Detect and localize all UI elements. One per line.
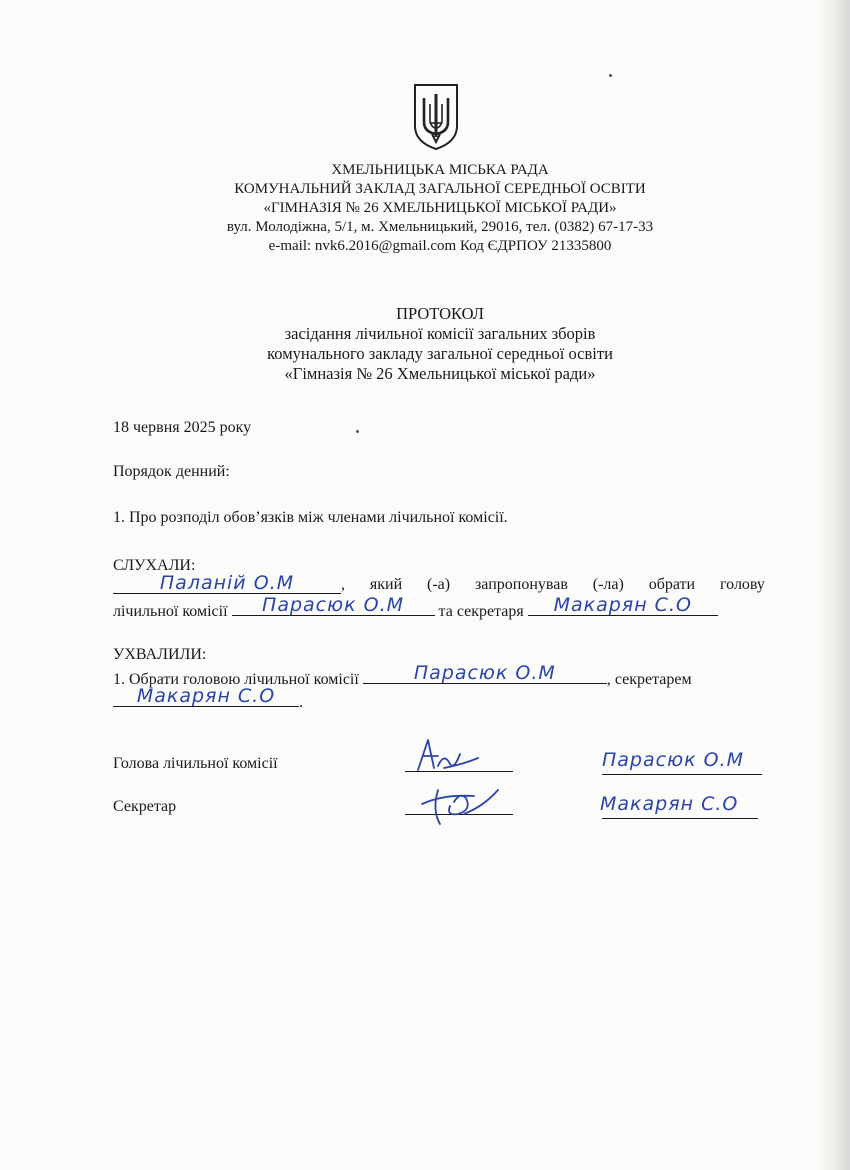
title-line-2: засідання лічильної комісії загальних зборів (284, 324, 596, 343)
speaker-field (113, 572, 341, 594)
secretary-signature-icon (414, 780, 504, 830)
word: запропонував (474, 576, 568, 593)
label-text: , секретарем (606, 671, 692, 688)
scan-edge-shadow (816, 0, 850, 1170)
institution-name: КОМУНАЛЬНИЙ ЗАКЛАД ЗАГАЛЬНОЇ СЕРЕДНЬОЇ ОСВІТИ (234, 181, 646, 197)
word: (-ла) (592, 576, 624, 593)
elected-secretary-handwritten: Макарян С.О (136, 685, 276, 707)
agenda-item-1: 1. Про розподіл обов’язків між членами лічильної комісії. (113, 509, 508, 526)
document-title: ПРОТОКОЛ (396, 304, 484, 323)
title-line-4: «Гімназія № 26 Хмельницької міської ради» (284, 364, 596, 383)
proposed-secretary-handwritten: Макарян С.О (553, 594, 692, 616)
word: який (369, 576, 403, 593)
trident-coat-of-arms-icon (412, 82, 460, 152)
label-text: лічильної комісії (113, 603, 228, 620)
label-text: 1. Обрати головою лічильної комісії (113, 671, 359, 688)
elected-chair-handwritten: Парасюк О.М (413, 662, 556, 684)
comma: , (341, 576, 345, 593)
meeting-date: 18 червня 2025 року (113, 419, 252, 436)
word: (-а) (427, 576, 451, 593)
heard-heading: СЛУХАЛИ: (113, 557, 196, 574)
resolved-line-2 (113, 685, 303, 713)
chair-name-handwritten: Парасюк О.М (602, 749, 744, 771)
resolved-heading: УХВАЛИЛИ: (113, 646, 207, 663)
agenda-heading: Порядок денний: (113, 463, 230, 480)
heard-line-2 (113, 594, 718, 622)
word: голову (719, 576, 765, 593)
proposed-secretary-field (528, 594, 718, 616)
school-contacts: e-mail: nvk6.2016@gmail.com Код ЄДРПОУ 21335800 (268, 238, 612, 254)
label-text: та секретаря (438, 603, 524, 620)
secretary-signature-label: Секретар (113, 798, 177, 815)
secretary-name-handwritten: Макарян С.О (600, 793, 739, 815)
chair-name-line (602, 774, 762, 775)
title-line-3: комунального закладу загальної середньої освіти (267, 344, 613, 363)
school-name: «ГІМНАЗІЯ № 26 ХМЕЛЬНИЦЬКОЇ МІСЬКОЇ РАДИ» (263, 200, 617, 216)
word: обрати (648, 576, 696, 593)
proposed-chair-handwritten: Парасюк О.М (262, 594, 405, 616)
scan-speck (609, 74, 612, 77)
secretary-name-line (602, 818, 758, 819)
proposed-chair-field (232, 594, 435, 616)
speaker-handwritten: Паланій О.М (159, 572, 295, 594)
council-name: ХМЕЛЬНИЦЬКА МІСЬКА РАДА (331, 162, 549, 178)
school-address: вул. Молодіжна, 5/1, м. Хмельницький, 29016, тел. (0382) 67-17-33 (226, 219, 654, 235)
chair-signature-label: Голова лічильної комісії (113, 755, 278, 772)
period: . (299, 694, 303, 711)
heard-line-1 (113, 572, 765, 595)
chair-signature-icon (404, 734, 484, 778)
elected-chair-field (363, 662, 607, 684)
scan-speck (356, 430, 359, 433)
elected-secretary-field (113, 685, 299, 707)
